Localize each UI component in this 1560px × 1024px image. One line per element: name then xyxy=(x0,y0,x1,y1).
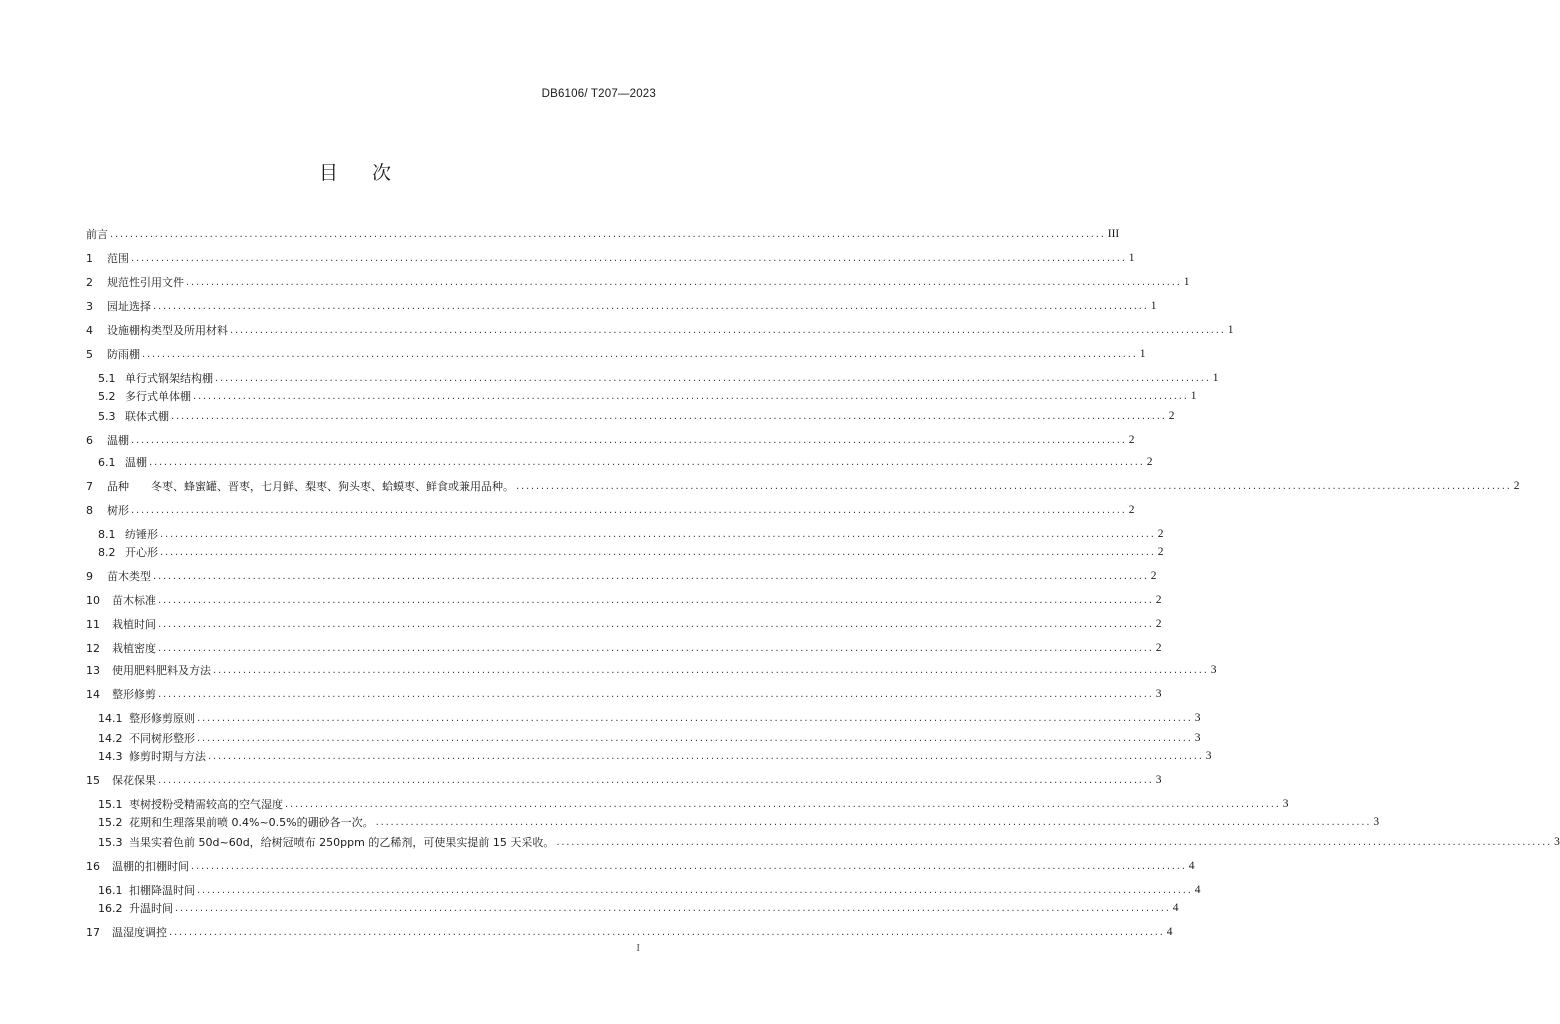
toc-entry-number: 10 xyxy=(86,593,100,607)
toc-leader-dots: ........................................................................................................................................................................................................ xyxy=(131,504,1127,516)
toc-entry-page: 3 xyxy=(1554,836,1560,848)
toc-entry-number: 5.2 xyxy=(98,389,116,403)
page-number: I xyxy=(636,942,640,954)
toc-entry-page: 3 xyxy=(1282,798,1289,810)
toc-entry-number: 14.1 xyxy=(98,711,123,725)
toc-entry[interactable] xyxy=(98,408,1175,424)
toc-entry[interactable] xyxy=(98,388,1197,404)
toc-entry[interactable] xyxy=(86,686,1162,702)
toc-entry-page: 3 xyxy=(1155,774,1162,786)
toc-entry[interactable] xyxy=(98,796,1289,812)
toc-entry-number: 14.2 xyxy=(98,731,123,745)
toc-entry-label: 栽植时间 xyxy=(112,618,156,631)
toc-entry-number: 5 xyxy=(86,347,93,361)
toc-entry-page: 1 xyxy=(1190,390,1197,402)
toc-entry[interactable] xyxy=(86,616,1162,632)
toc-entry-label: 花期和生理落果前喷 0.4%~0.5%的硼砂各一次。 xyxy=(129,816,374,829)
toc-entry[interactable] xyxy=(98,526,1164,542)
toc-entry-page: 4 xyxy=(1166,926,1173,938)
toc-entry-page: 4 xyxy=(1194,884,1201,896)
toc-leader-dots: ........................................................................................................................................................................................................ xyxy=(158,774,1154,786)
toc-entry[interactable] xyxy=(86,478,1520,494)
toc-entry-label: 枣树授粉受精需较高的空气湿度 xyxy=(129,798,283,811)
toc-entry-page: 3 xyxy=(1210,664,1217,676)
toc-leader-dots: ........................................................................................................................................................................................................ xyxy=(110,228,1106,240)
toc-entry-label: 树形 xyxy=(107,504,129,517)
toc-entry-page: III xyxy=(1107,228,1120,240)
toc-entry[interactable] xyxy=(98,748,1212,764)
toc-leader-dots: ........................................................................................................................................................................................................ xyxy=(215,372,1211,384)
toc-entry[interactable] xyxy=(98,730,1201,746)
toc-entry-number: 8 xyxy=(86,503,93,517)
toc-entry-number: 15.1 xyxy=(98,797,123,811)
toc-entry[interactable] xyxy=(98,710,1201,726)
toc-leader-dots: ........................................................................................................................................................................................................ xyxy=(516,480,1512,492)
toc-leader-dots: ........................................................................................................................................................................................................ xyxy=(197,884,1193,896)
toc-entry-page: 1 xyxy=(1183,276,1190,288)
toc-entry[interactable] xyxy=(98,882,1201,898)
toc-entry[interactable] xyxy=(86,322,1234,338)
toc-entry-page: 2 xyxy=(1146,456,1153,468)
toc-entry-page: 1 xyxy=(1212,372,1219,384)
toc-entry-page: 1 xyxy=(1150,300,1157,312)
toc-leader-dots: ........................................................................................................................................................................................................ xyxy=(191,860,1187,872)
toc-entry-page: 3 xyxy=(1194,732,1201,744)
toc-entry-page: 3 xyxy=(1205,750,1212,762)
toc-leader-dots: ........................................................................................................................................................................................................ xyxy=(197,732,1193,744)
toc-entry[interactable] xyxy=(86,568,1157,584)
toc-entry-number: 5.1 xyxy=(98,371,116,385)
toc-entry-label: 修剪时期与方法 xyxy=(129,750,206,763)
toc-entry-page: 2 xyxy=(1168,410,1175,422)
toc-entry-number: 13 xyxy=(86,663,100,677)
toc-entry-page: 3 xyxy=(1155,688,1162,700)
toc-entry-number: 4 xyxy=(86,323,93,337)
toc-entry-number: 7 xyxy=(86,479,93,493)
toc-entry[interactable] xyxy=(98,454,1153,470)
toc-entry-number: 15 xyxy=(86,773,100,787)
toc-entry-page: 4 xyxy=(1172,902,1179,914)
toc-leader-dots: ........................................................................................................................................................................................................ xyxy=(208,750,1204,762)
toc-leader-dots: ........................................................................................................................................................................................................ xyxy=(171,410,1167,422)
toc-entry-page: 2 xyxy=(1128,504,1135,516)
toc-entry[interactable] xyxy=(86,250,1135,266)
toc-entry-number: 14 xyxy=(86,687,100,701)
toc-entry[interactable] xyxy=(86,662,1217,678)
toc-entry[interactable] xyxy=(86,432,1135,448)
toc-entry-number: 6 xyxy=(86,433,93,447)
toc-entry-number: 11 xyxy=(86,617,100,631)
toc-entry[interactable] xyxy=(98,370,1219,386)
toc-entry-page: 3 xyxy=(1373,816,1380,828)
toc-entry-label: 不同树形整形 xyxy=(129,732,195,745)
toc-entry[interactable] xyxy=(86,592,1162,608)
toc-entry-number: 5.3 xyxy=(98,409,116,423)
toc-entry-page: 2 xyxy=(1128,434,1135,446)
toc-entry-label: 扣棚降温时间 xyxy=(129,884,195,897)
toc-leader-dots: ........................................................................................................................................................................................................ xyxy=(153,570,1149,582)
toc-entry-number: 9 xyxy=(86,569,93,583)
toc-leader-dots: ........................................................................................................................................................................................................ xyxy=(169,926,1165,938)
toc-entry-page: 2 xyxy=(1155,642,1162,654)
toc-leader-dots: ........................................................................................................................................................................................................ xyxy=(160,528,1156,540)
toc-entry-label: 温棚的扣棚时间 xyxy=(112,860,189,873)
toc-entry-number: 2 xyxy=(86,275,93,289)
toc-entry-label: 开心形 xyxy=(125,546,158,559)
toc-entry-label: 联体式棚 xyxy=(125,410,169,423)
toc-entry[interactable] xyxy=(86,274,1190,290)
toc-leader-dots: ........................................................................................................................................................................................................ xyxy=(158,594,1154,606)
toc-entry-page: 2 xyxy=(1513,480,1520,492)
toc-entry-label: 整形修剪原则 xyxy=(129,712,195,725)
toc-entry-page: 2 xyxy=(1155,594,1162,606)
toc-entry-number: 16.2 xyxy=(98,901,123,915)
toc-entry-label: 升温时间 xyxy=(129,902,173,915)
toc-entry-page: 2 xyxy=(1155,618,1162,630)
toc-leader-dots: ........................................................................................................................................................................................................ xyxy=(193,390,1189,402)
toc-entry-number: 15.3 xyxy=(98,835,123,849)
toc-leader-dots: ........................................................................................................................................................................................................ xyxy=(153,300,1149,312)
toc-leader-dots: ........................................................................................................................................................................................................ xyxy=(175,902,1171,914)
toc-leader-dots: ........................................................................................................................................................................................................ xyxy=(131,252,1127,264)
toc-entry-page: 1 xyxy=(1128,252,1135,264)
toc-leader-dots: ........................................................................................................................................................................................................ xyxy=(186,276,1182,288)
toc-entry-number: 16.1 xyxy=(98,883,123,897)
toc-entry-number: 14.3 xyxy=(98,749,123,763)
toc-entry-label: 多行式单体棚 xyxy=(125,390,191,403)
toc-entry[interactable] xyxy=(98,834,1560,850)
toc-entry-page: 1 xyxy=(1139,348,1146,360)
standard-code: DB6106/ T207—2023 xyxy=(541,88,656,100)
toc-entry-number: 6.1 xyxy=(98,455,116,469)
toc-leader-dots: ........................................................................................................................................................................................................ xyxy=(142,348,1138,360)
toc-leader-dots: ........................................................................................................................................................................................................ xyxy=(149,456,1145,468)
toc-leader-dots: ........................................................................................................................................................................................................ xyxy=(158,642,1154,654)
toc-entry-page: 2 xyxy=(1157,528,1164,540)
toc-entry-number: 8.1 xyxy=(98,527,116,541)
toc-leader-dots: ........................................................................................................................................................................................................ xyxy=(131,434,1127,446)
toc-entry-number: 8.2 xyxy=(98,545,116,559)
toc-leader-dots: ........................................................................................................................................................................................................ xyxy=(158,688,1154,700)
toc-leader-dots: ........................................................................................................................................................................................................ xyxy=(160,546,1156,558)
toc-entry-number: 15.2 xyxy=(98,815,123,829)
toc-entry-label: 栽植密度 xyxy=(112,642,156,655)
toc-leader-dots: ........................................................................................................................................................................................................ xyxy=(230,324,1226,336)
toc-entry[interactable] xyxy=(86,226,1120,242)
toc-leader-dots: ........................................................................................................................................................................................................ xyxy=(213,664,1209,676)
toc-entry[interactable] xyxy=(86,640,1162,656)
toc-entry-page: 3 xyxy=(1194,712,1201,724)
toc-leader-dots: ........................................................................................................................................................................................................ xyxy=(375,816,1372,828)
toc-entry[interactable] xyxy=(86,858,1195,874)
toc-entry[interactable] xyxy=(98,814,1380,830)
toc-entry-label: 单行式钢架结构棚 xyxy=(125,372,213,385)
toc-entry-number: 16 xyxy=(86,859,100,873)
toc-entry-number: 12 xyxy=(86,641,100,655)
toc-entry-label: 纺锤形 xyxy=(125,528,158,541)
toc-entry-label: 当果实着色前 50d~60d，给树冠喷布 250ppm 的乙稀剂，可使果实提前 15 天采收。 xyxy=(129,836,555,849)
toc-entry-label: 规范性引用文件 xyxy=(107,276,184,289)
toc-entry-label: 苗木标准 xyxy=(112,594,156,607)
toc-entry-label: 前言 xyxy=(86,228,108,241)
toc-entry-page: 2 xyxy=(1150,570,1157,582)
toc-entry-label: 温湿度调控 xyxy=(112,926,167,939)
toc-entry-label: 温棚 xyxy=(125,456,147,469)
toc-entry-label: 品种 冬枣、蜂蜜罐、晋枣，七月鲜、梨枣、狗头枣、蛤蟆枣、鲜食或兼用品种。 xyxy=(107,480,514,493)
toc-entry[interactable] xyxy=(98,900,1179,916)
toc-entry[interactable] xyxy=(86,502,1135,518)
toc-entry-label: 防雨棚 xyxy=(107,348,140,361)
toc-leader-dots: ........................................................................................................................................................................................................ xyxy=(197,712,1193,724)
toc-entry-label: 使用肥料肥料及方法 xyxy=(112,664,211,677)
toc-entry-label: 设施棚构类型及所用材料 xyxy=(107,324,228,337)
toc-entry[interactable] xyxy=(98,544,1164,560)
toc-entry-label: 苗木类型 xyxy=(107,570,151,583)
toc-entry-number: 17 xyxy=(86,925,100,939)
toc-entry-label: 温棚 xyxy=(107,434,129,447)
toc-entry[interactable] xyxy=(86,772,1162,788)
toc-leader-dots: ........................................................................................................................................................................................................ xyxy=(285,798,1281,810)
toc-entry[interactable] xyxy=(86,298,1157,314)
toc-entry-label: 保花保果 xyxy=(112,774,156,787)
toc-entry-page: 2 xyxy=(1157,546,1164,558)
toc-leader-dots: ........................................................................................................................................................................................................ xyxy=(158,618,1154,630)
page-title: 目 次 xyxy=(318,162,406,184)
toc-entry-label: 园址选择 xyxy=(107,300,151,313)
toc-entry[interactable] xyxy=(86,924,1173,940)
toc-entry-page: 4 xyxy=(1188,860,1195,872)
toc-entry[interactable] xyxy=(86,346,1146,362)
toc-entry-page: 1 xyxy=(1227,324,1234,336)
toc-entry-number: 3 xyxy=(86,299,93,313)
toc-entry-label: 整形修剪 xyxy=(112,688,156,701)
toc-leader-dots: ........................................................................................................................................................................................................ xyxy=(556,836,1553,848)
toc-entry-label: 范围 xyxy=(107,252,129,265)
toc-entry-number: 1 xyxy=(86,251,93,265)
